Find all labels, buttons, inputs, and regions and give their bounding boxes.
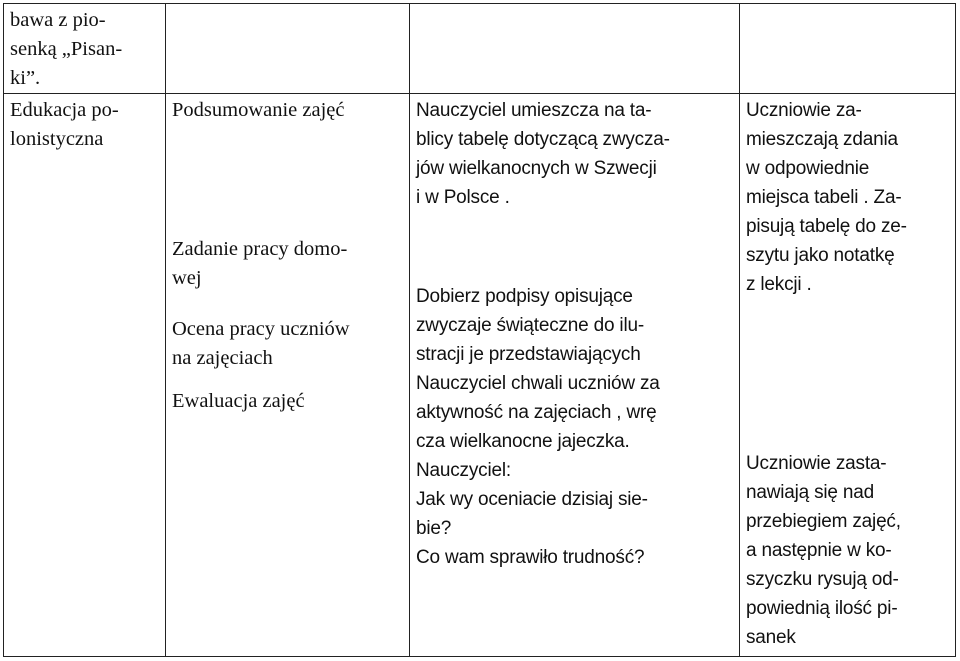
table-cell (166, 4, 410, 94)
student-activity-summary: Uczniowie za- mieszczają zdania w odpowiednie miejsca tabeli . Za- pisują tabelę do ze- szytu jako notatkę z lekcji . (746, 100, 907, 295)
table-cell (740, 4, 956, 94)
table-cell (410, 94, 740, 657)
table-cell (4, 4, 166, 94)
stage-summary: Podsumowanie zajęć (172, 99, 345, 121)
table-row (4, 94, 956, 657)
stage-assessment: Ocena pracy uczniów na zajęciach (172, 318, 350, 369)
lesson-plan-table (3, 3, 956, 657)
document-page (3, 3, 955, 657)
teacher-activity-assessment: Nauczyciel chwali uczniów za aktywność na zajęciach , wrę cza wielkanocne jajeczka. (416, 373, 660, 452)
student-activity-evaluation: Uczniowie zasta- nawiają się nad przebiegiem zajęć, a następnie w ko- szyczku rysują od- powiednią ilość pi- sanek (746, 453, 901, 648)
stage-homework: Zadanie pracy domo- wej (172, 238, 348, 289)
table-row (4, 4, 956, 94)
teacher-activity-summary: Nauczyciel umieszcza na ta- blicy tabelę dotyczącą zwycza- jów wielkanocnych w Szwecji i w Polsce . (416, 100, 670, 208)
stage-evaluation: Ewaluacja zajęć (172, 390, 305, 412)
table-cell (410, 4, 740, 94)
teacher-activity-evaluation: Nauczyciel: Jak wy oceniacie dzisiaj sie- bie? Co wam sprawiło trudność? (416, 460, 648, 568)
table-cell (166, 94, 410, 657)
table-cell (4, 94, 166, 657)
subject-label: Edukacja po- lonistyczna (10, 99, 119, 150)
teacher-activity-homework: Dobierz podpisy opisujące zwyczaje świąteczne do ilu- stracji je przedstawiających (416, 286, 644, 365)
activity-continuation: bawa z pio- senką „Pisan- ki”. (10, 9, 123, 89)
table-cell (740, 94, 956, 657)
